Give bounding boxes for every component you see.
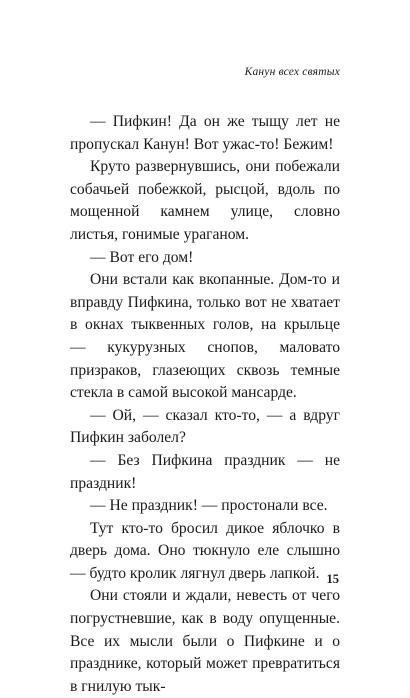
paragraph: Они стояли и ждали, невесть от чего погрустневшие, как в воду опущенные. Все их мысли были о Пифкине и о празднике, который может превратиться в гнилую тык-	[70, 587, 340, 695]
page-number: 15	[326, 572, 339, 586]
paragraph: — Не праздник! — простонали все.	[90, 497, 328, 515]
paragraph: — Вот его дом!	[90, 248, 194, 266]
paragraph: Круто развернувшись, они побежали собачьей побежкой, рысцой, вдоль по мощенной камнем улице, словно листья, гонимые ураганом.	[70, 158, 340, 243]
paragraph: — Ой, — сказал кто-то, — а вдруг Пифкин заболел?	[70, 406, 340, 447]
paragraph: Они встали как вкопанные. Дом-то и вправду Пифкина, только вот не хватает в окнах тыквенных голов, на крыльце — кукурузных снопов, маловато призраков, глазеющих сквозь темные стекла в самой высокой мансарде.	[70, 271, 340, 402]
running-header: Канун всех святых	[244, 66, 340, 78]
body-text	[70, 111, 340, 698]
paragraph: — Без Пифкина праздник — не праздник!	[70, 451, 340, 492]
paragraph: — Пифкин! Да он же тыщу лет не пропускал Канун! Вот ужас-то! Бежим!	[70, 113, 340, 153]
paragraph: Тут кто-то бросил дикое яблочко в дверь дома. Оно тюкнуло еле слышно — будто кролик лягнул дверь лапкой.	[70, 519, 340, 582]
